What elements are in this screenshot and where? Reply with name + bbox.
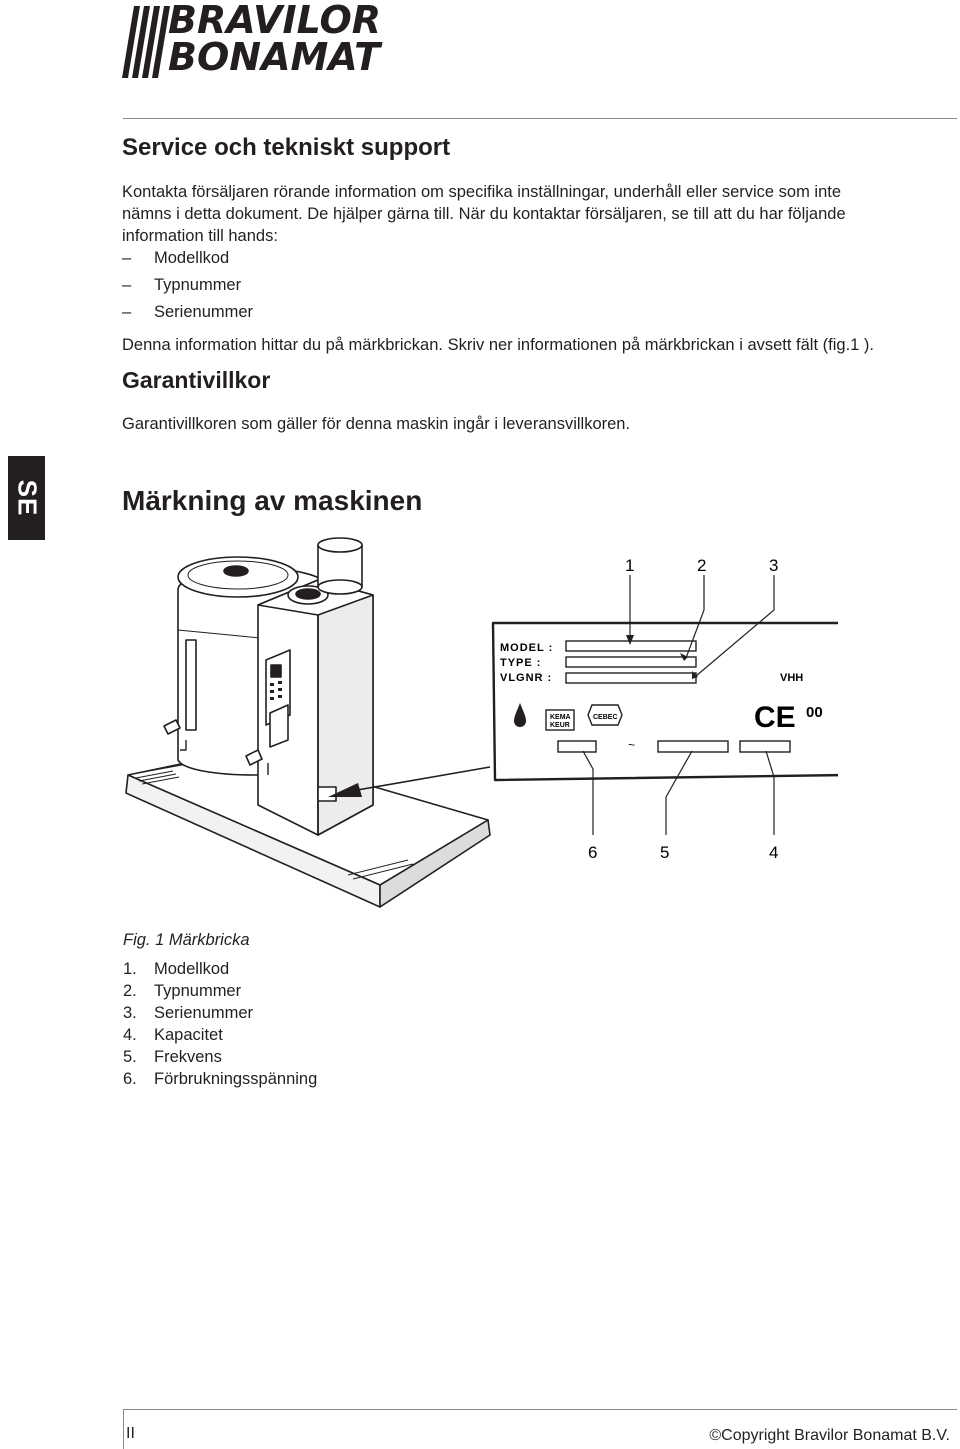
nameplate — [493, 623, 838, 780]
service-para-line: nämns i detta dokument. De hjälper gärna till. När du kontaktar försäljaren, se till att du har följande — [122, 205, 846, 223]
header-rule — [123, 118, 957, 119]
plate-field-vlgnr: VLGNR : — [500, 672, 553, 684]
footer-rule — [123, 1409, 957, 1410]
list-item — [123, 980, 317, 1002]
list-item-label: Typnummer — [154, 276, 242, 294]
gauge-glass — [186, 640, 196, 730]
callout-6: 6 — [588, 843, 598, 862]
footer-tick — [123, 1409, 124, 1449]
language-tab — [8, 456, 45, 540]
plate-code: VHH — [780, 672, 804, 684]
list-item — [123, 1046, 317, 1068]
dash-bullet: – — [122, 276, 132, 294]
list-item-label: Förbrukningsspänning — [154, 1070, 318, 1088]
list-item — [123, 1024, 317, 1046]
figure-illustration — [118, 535, 838, 920]
list-item-label: Kapacitet — [154, 1026, 223, 1044]
list-item — [123, 1068, 317, 1090]
plate-location — [318, 787, 336, 801]
list-number: 1. — [123, 960, 137, 978]
plate-field-type: TYPE : — [500, 657, 542, 669]
list-number: 3. — [123, 1004, 137, 1022]
warranty-heading: Garantivillkor — [122, 367, 271, 393]
callout-1: 1 — [625, 556, 635, 575]
list-item-label: Modellkod — [154, 249, 230, 267]
list-item — [123, 958, 317, 980]
callout-2: 2 — [697, 556, 707, 575]
warranty-text: Garantivillkoren som gäller för denna maskin ingår i leveransvillkoren. — [122, 415, 631, 433]
cebec-label: CEBEC — [593, 714, 618, 721]
list-number: 4. — [123, 1026, 137, 1044]
copyright: ©Copyright Bravilor Bonamat B.V. — [709, 1427, 950, 1444]
language-tab-label: SE — [12, 479, 42, 517]
figure-caption: Fig. 1 Märkbricka — [123, 931, 250, 949]
logo-line-2: BONAMAT — [168, 35, 380, 79]
service-para-line: Kontakta försäljaren rörande information om specifika inställningar, underhåll eller service som inte — [122, 183, 842, 201]
ce-mark: CE — [754, 701, 796, 734]
ce-number: 00 — [806, 704, 823, 721]
figure-legend — [123, 958, 317, 1090]
logo-line-1: BRAVILOR — [168, 0, 382, 42]
list-number: 6. — [123, 1070, 137, 1088]
service-para-line: information till hands: — [122, 227, 278, 245]
marking-heading: Märkning av maskinen — [122, 485, 423, 516]
list-item-label: Serienummer — [154, 303, 254, 321]
kema-line-1: KEMA — [550, 714, 571, 721]
service-heading: Service och tekniskt support — [122, 134, 451, 161]
kema-line-2: KEUR — [550, 722, 570, 729]
list-item-label: Modellkod — [154, 960, 230, 978]
plate-field-model: MODEL : — [500, 642, 554, 654]
page-number: II — [126, 1425, 135, 1442]
dash-bullet: – — [122, 303, 132, 321]
callout-4: 4 — [769, 843, 779, 862]
service-paragraph — [122, 181, 952, 247]
list-number: 2. — [123, 982, 137, 1000]
service-after-text: Denna information hittar du på märkbrickan. Skriv ner informationen på märkbrickan i avsett fält (fig.1 ). — [122, 336, 874, 354]
callout-3: 3 — [769, 556, 779, 575]
list-item — [123, 1002, 317, 1024]
list-item-label: Typnummer — [154, 982, 242, 1000]
frequency-tilde: ~ — [628, 738, 636, 752]
list-item-label: Frekvens — [154, 1048, 222, 1066]
dash-bullet: – — [122, 249, 132, 267]
logo — [168, 0, 382, 79]
logo-stripes — [122, 6, 170, 80]
list-item-label: Serienummer — [154, 1004, 254, 1022]
list-number: 5. — [123, 1048, 137, 1066]
callout-5: 5 — [660, 843, 670, 862]
